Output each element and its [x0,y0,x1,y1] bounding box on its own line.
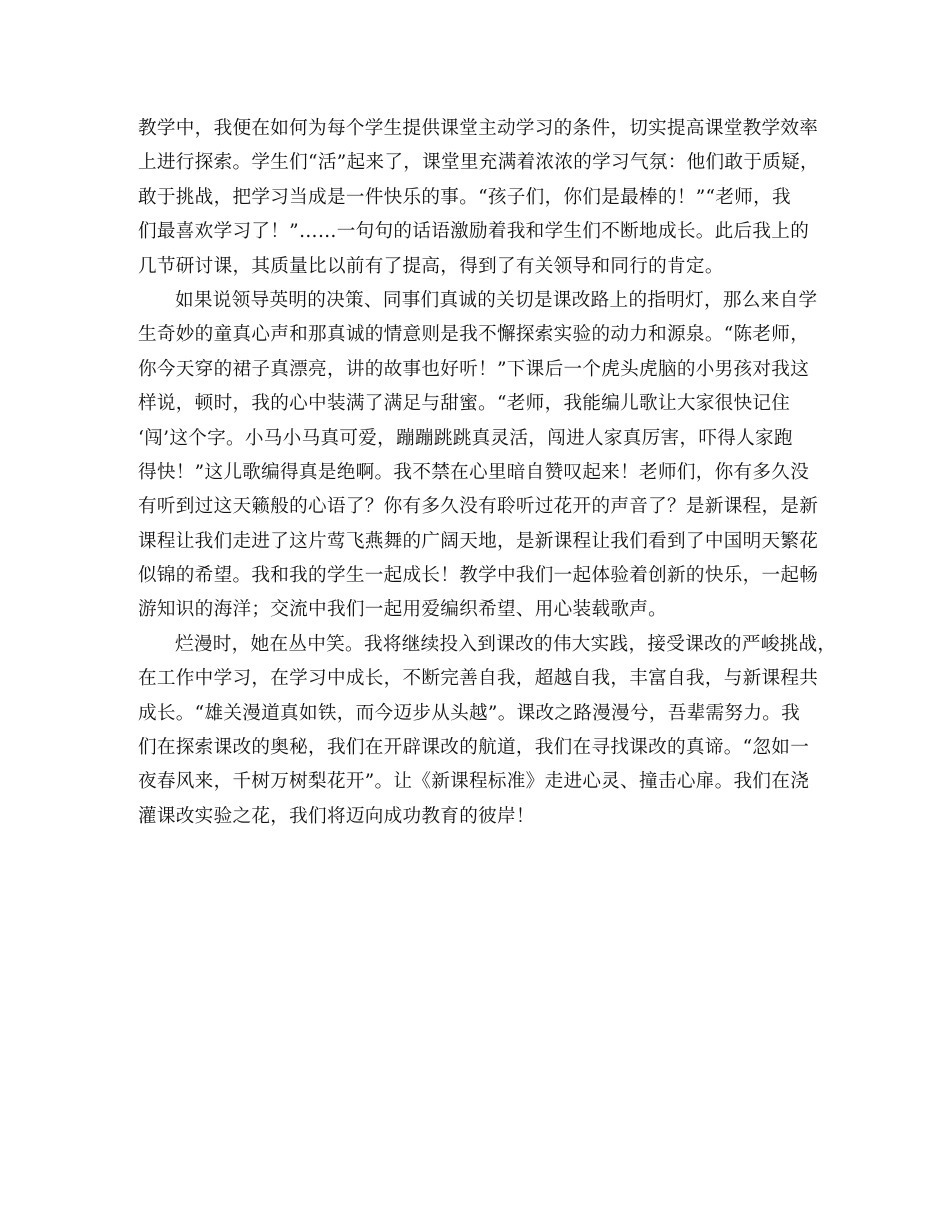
text-line: 教学中，我便在如何为每个学生提供课堂主动学习的条件，切实提高课堂教学效率 [138,118,819,139]
text-line: 们在探索课改的奥秘，我们在开辟课改的航道，我们在寻找课改的真谛。“忽如一 [138,737,810,759]
paragraph-3 [138,628,837,834]
text-line: 课程让我们走进了这片莺飞燕舞的广阔天地，是新课程让我们看到了中国明天繁花 [138,530,819,552]
text-line: 几节研讨课，其质量比以前有了提高，得到了有关领导和同行的肯定。 [138,255,724,277]
text-line: 样说，顿时，我的心中装满了满足与甜蜜。“老师，我能编儿歌让大家很快记住 [138,393,791,415]
text-line: 游知识的海洋；交流中我们一起用爱编织希望、用心装载歌声。 [138,599,668,621]
text-line: 似锦的希望。我和我的学生一起成长！教学中我们一起体验着创新的快乐，一起畅 [138,565,819,587]
text-line: 成长。“雄关漫道真如铁，而今迈步从头越”。课改之路漫漫兮，吾辈需努力。我 [138,702,800,724]
paragraph-2 [138,284,818,628]
text-line: 如果说领导英明的决策、同事们真诚的关切是课改路上的指明灯，那么来自学 [175,289,818,311]
text-line: 们最喜欢学习了！”……一句句的话语激励着我和学生们不断地成长。此后我上的 [138,221,810,243]
text-line: 你今天穿的裙子真漂亮，讲的故事也好听！”下课后一个虎头虎脑的小男孩对我这 [138,358,810,380]
text-line: 烂漫时，她在丛中笑。我将继续投入到课改的伟大实践，接受课改的严峻挑战， [175,633,837,655]
text-line: 在工作中学习，在学习中成长，不断完善自我，超越自我，丰富自我，与新课程共 [138,668,819,690]
text-line: 夜春风来，千树万树梨花开”。让《新课程标准》走进心灵、撞击心扉。我们在浇 [138,771,810,793]
paragraph-1 [138,112,818,284]
document-body [138,112,837,834]
text-line: 灌课改实验之花，我们将迈向成功教育的彼岸！ [138,805,535,827]
text-line: 有听到过这天籁般的心语了？你有多久没有聆听过花开的声音了？是新课程，是新 [138,496,819,518]
text-line: ‘闯’这个字。小马小马真可爱，蹦蹦跳跳真灵活，闯进人家真厉害，吓得人家跑 [138,427,793,449]
text-line: 上进行探索。学生们“活”起来了，课堂里充满着浓浓的学习气氛：他们敢于质疑， [138,152,819,174]
text-line: 敢于挑战，把学习当成是一件快乐的事。“孩子们，你们是最棒的！”“老师，我 [138,186,791,208]
text-line: 得快！”这儿歌编得真是绝啊。我不禁在心里暗自赞叹起来！老师们，你有多久没 [138,461,810,483]
text-line: 生奇妙的童真心声和那真诚的情意则是我不懈探索实验的动力和源泉。“陈老师， [138,324,810,346]
